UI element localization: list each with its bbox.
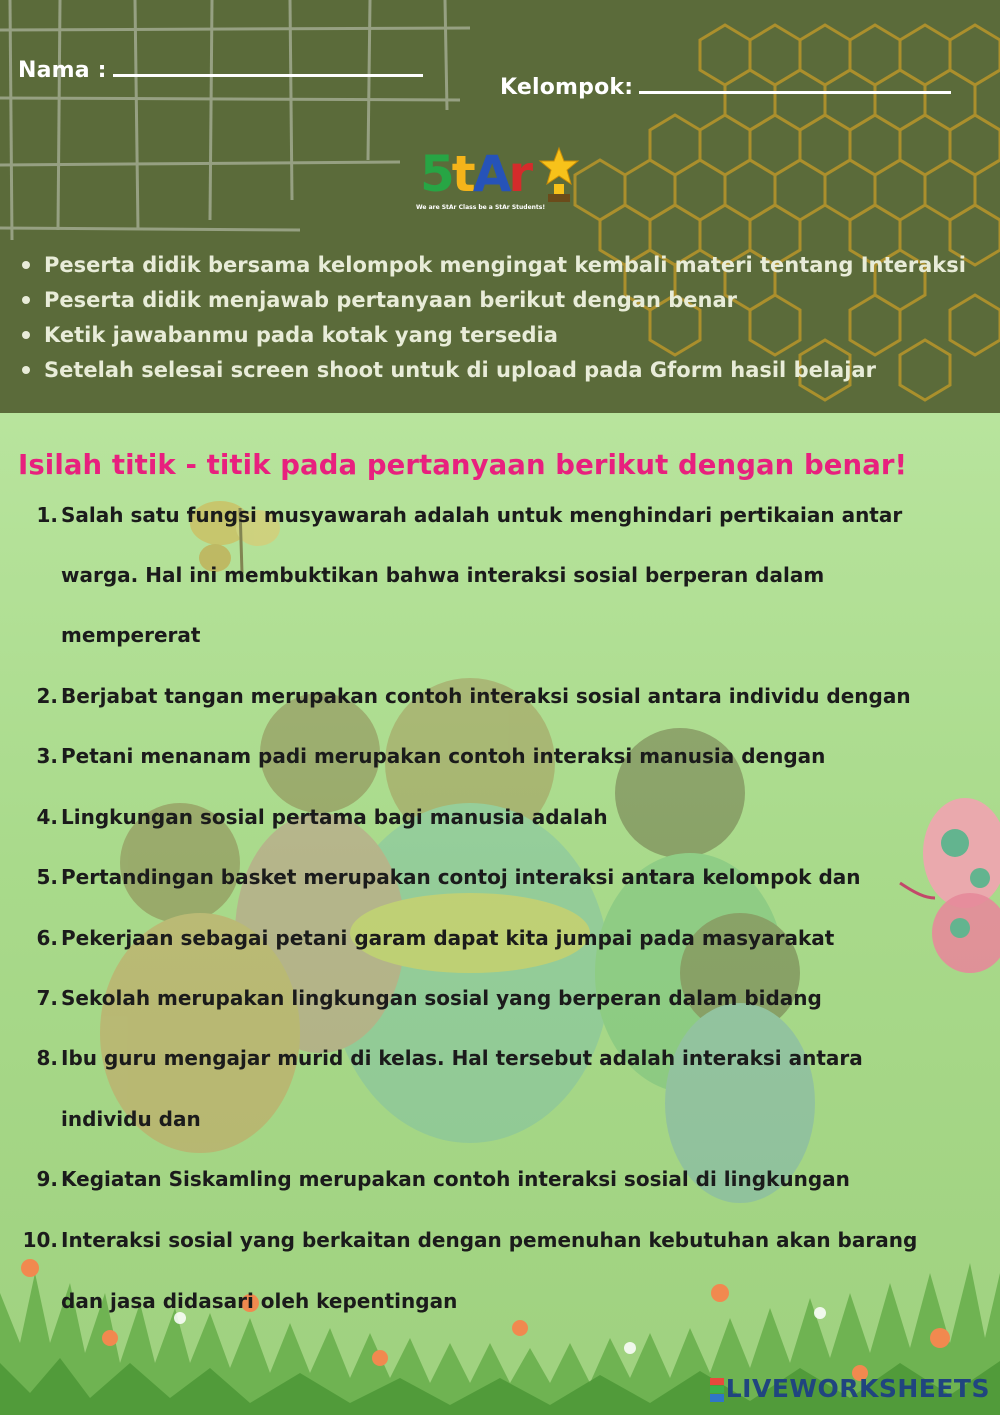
group-field[interactable]	[500, 73, 951, 100]
instruction-list	[18, 248, 966, 388]
liveworksheets-brand[interactable]	[710, 1374, 990, 1403]
live-logo-icon	[710, 1378, 724, 1402]
logo-wordmark: 5tAr	[420, 145, 531, 203]
star-class-logo	[416, 144, 580, 216]
task-heading: Isilah titik - titik pada pertanyaan berikut dengan benar!	[18, 449, 908, 481]
logo-tagline: We are StAr Class be a StAr Students!	[416, 204, 546, 211]
instruction-panel	[0, 0, 1000, 413]
name-label: Nama :	[18, 58, 107, 83]
group-label: Kelompok:	[500, 75, 634, 100]
group-blank-line[interactable]	[639, 73, 951, 94]
instruction-item: Peserta didik menjawab pertanyaan berikut dengan benar	[18, 283, 966, 318]
name-field[interactable]	[18, 56, 423, 83]
name-blank-line[interactable]	[113, 56, 423, 77]
instruction-item: Peserta didik bersama kelompok mengingat kembali materi tentang Interaksi	[18, 248, 966, 283]
instruction-item: Setelah selesai screen shoot untuk di upload pada Gform hasil belajar	[18, 353, 966, 388]
instruction-item: Ketik jawabanmu pada kotak yang tersedia	[18, 318, 966, 353]
question-panel: Isilah titik - titik pada pertanyaan berikut dengan benar! 1. Salah satu fungsi musyawarah adalah untuk menghindari pertikaian antar warga. Hal ini membuktikan bahwa interaksi sosial berperan dalam mempererat 2. Berjabat tangan merupakan contoh interaksi sosial antara individu dengan 3. Petani menanam padi merupakan contoh interaksi manusia dengan 4. Lingkungan sosial pertama bagi manusia adalah 5. Pertandingan basket merupakan contoj interaksi antara kelompok dan 6. Pekerjaan sebagai petani garam dapat kita jumpai pada masyarakat 7. Sekolah merupakan lingkungan sosial yang berperan dalam bidang 8. Ibu guru mengajar murid di kelas. Hal tersebut adalah interaksi antara individu dan 9. Kegiatan Siskamling merupakan contoh interaksi sosial di lingkungan 10. Interaksi sosial yang berkaitan dengan pemenuhan kebutuhan akan barang dan jasa didasari oleh kepentingan LIVEWORKSHEETS	[0, 413, 1000, 1415]
butterfly-large-icon	[900, 798, 1000, 973]
trophy-star-icon	[538, 146, 580, 204]
brand-label: LIVEWORKSHEETS	[725, 1374, 990, 1403]
